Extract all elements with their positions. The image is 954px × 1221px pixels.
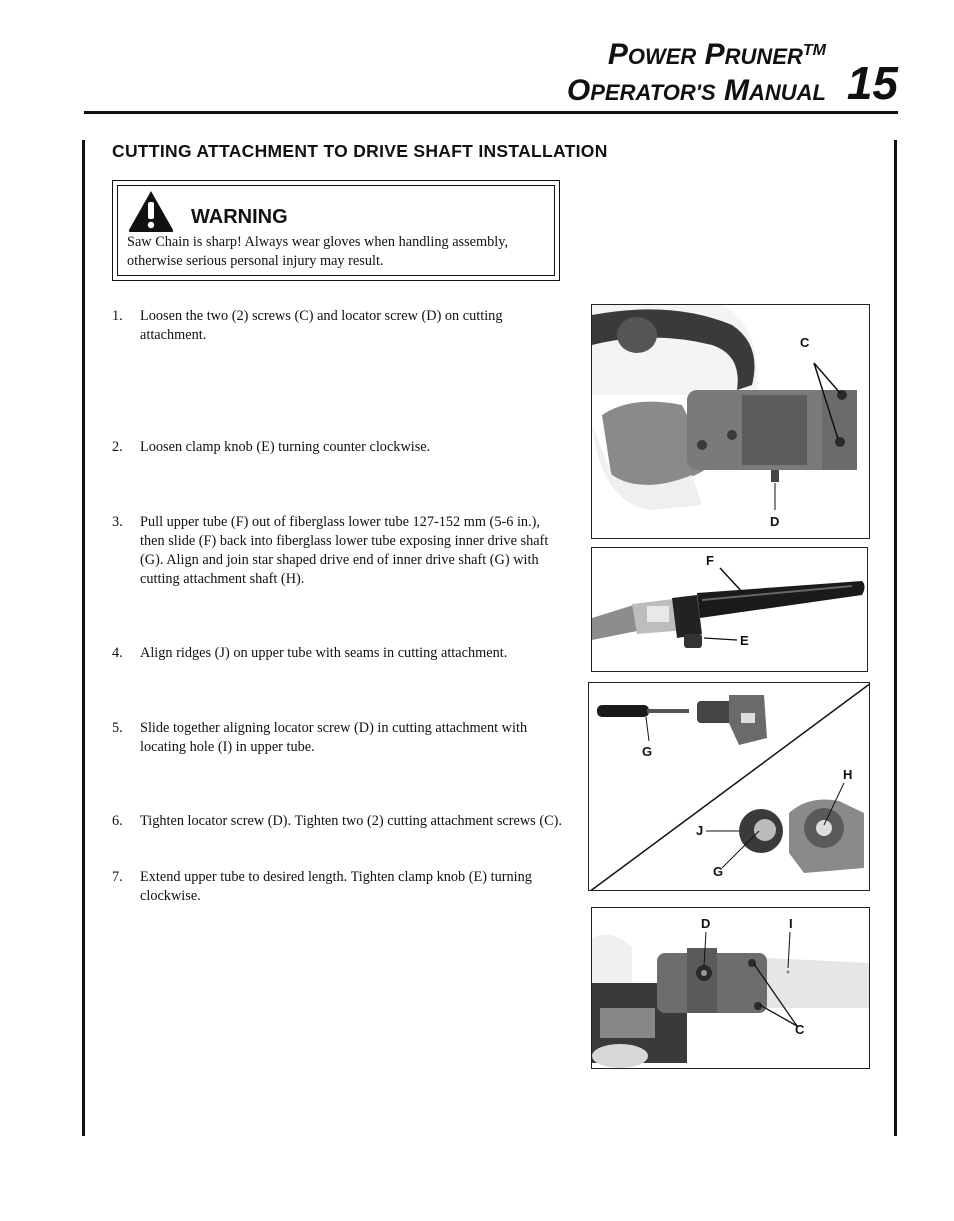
step-7: 7. Extend upper tube to desired length. Tighten clamp knob (E) turning clockwise. bbox=[112, 869, 532, 904]
label-f: F bbox=[706, 553, 714, 568]
section-title: CUTTING ATTACHMENT TO DRIVE SHAFT INSTALLATION bbox=[112, 141, 608, 161]
label-h: H bbox=[843, 767, 853, 782]
warning-text: Saw Chain is sharp! Always wear gloves when handling assembly, otherwise serious personal injury may result. bbox=[127, 234, 509, 269]
left-margin-rule bbox=[82, 140, 85, 1136]
cutting-attachment-illustration bbox=[592, 305, 870, 539]
header-rule bbox=[84, 111, 898, 114]
warning-heading: WARNING bbox=[191, 206, 288, 228]
figure-drive-shaft-alignment bbox=[588, 682, 870, 891]
upper-tube-illustration bbox=[592, 548, 868, 672]
label-i: I bbox=[789, 916, 793, 931]
drive-shaft-illustration bbox=[589, 683, 870, 891]
step-4: 4. Align ridges (J) on upper tube with seams in cutting attachment. bbox=[112, 645, 508, 661]
step-3: 3. Pull upper tube (F) out of fiberglass lower tube 127-152 mm (5-6 in.), then slide (F) back into fiberglass lower tube exposing inner drive shaft (G). Align and join star shaped drive end of inner drive shaft (G) with cutting attachment shaft (H). bbox=[112, 514, 549, 587]
assembled-illustration bbox=[592, 908, 870, 1069]
label-d: D bbox=[701, 916, 711, 931]
manual-title-line2: OPERATOR'S MANUAL bbox=[566, 74, 826, 107]
right-margin-rule bbox=[894, 140, 897, 1136]
figure-upper-tube-clamp bbox=[591, 547, 868, 672]
label-e: E bbox=[740, 633, 749, 648]
label-d: D bbox=[770, 514, 780, 529]
figure-assembled-attachment bbox=[591, 907, 870, 1069]
figure-cutting-attachment-screws bbox=[591, 304, 870, 539]
page-number: 15 bbox=[846, 57, 898, 109]
warning-triangle-icon bbox=[128, 190, 174, 232]
warning-box bbox=[112, 180, 560, 281]
label-j: J bbox=[696, 823, 704, 838]
label-g-bottom: G bbox=[713, 864, 724, 879]
manual-title-line1: POWER PRUNER™ bbox=[607, 38, 826, 71]
label-c: C bbox=[795, 1022, 805, 1037]
label-c: C bbox=[800, 335, 810, 350]
label-g-top: G bbox=[642, 744, 653, 759]
step-2: 2. Loosen clamp knob (E) turning counter clockwise. bbox=[112, 439, 431, 455]
manual-title bbox=[567, 38, 826, 110]
step-6: 6. Tighten locator screw (D). Tighten two (2) cutting attachment screws (C). bbox=[112, 813, 562, 829]
step-5: 5. Slide together aligning locator screw (D) in cutting attachment with locating hole (I) in upper tube. bbox=[112, 720, 528, 755]
step-1: 1. Loosen the two (2) screws (C) and locator screw (D) on cutting attachment. bbox=[112, 308, 503, 343]
